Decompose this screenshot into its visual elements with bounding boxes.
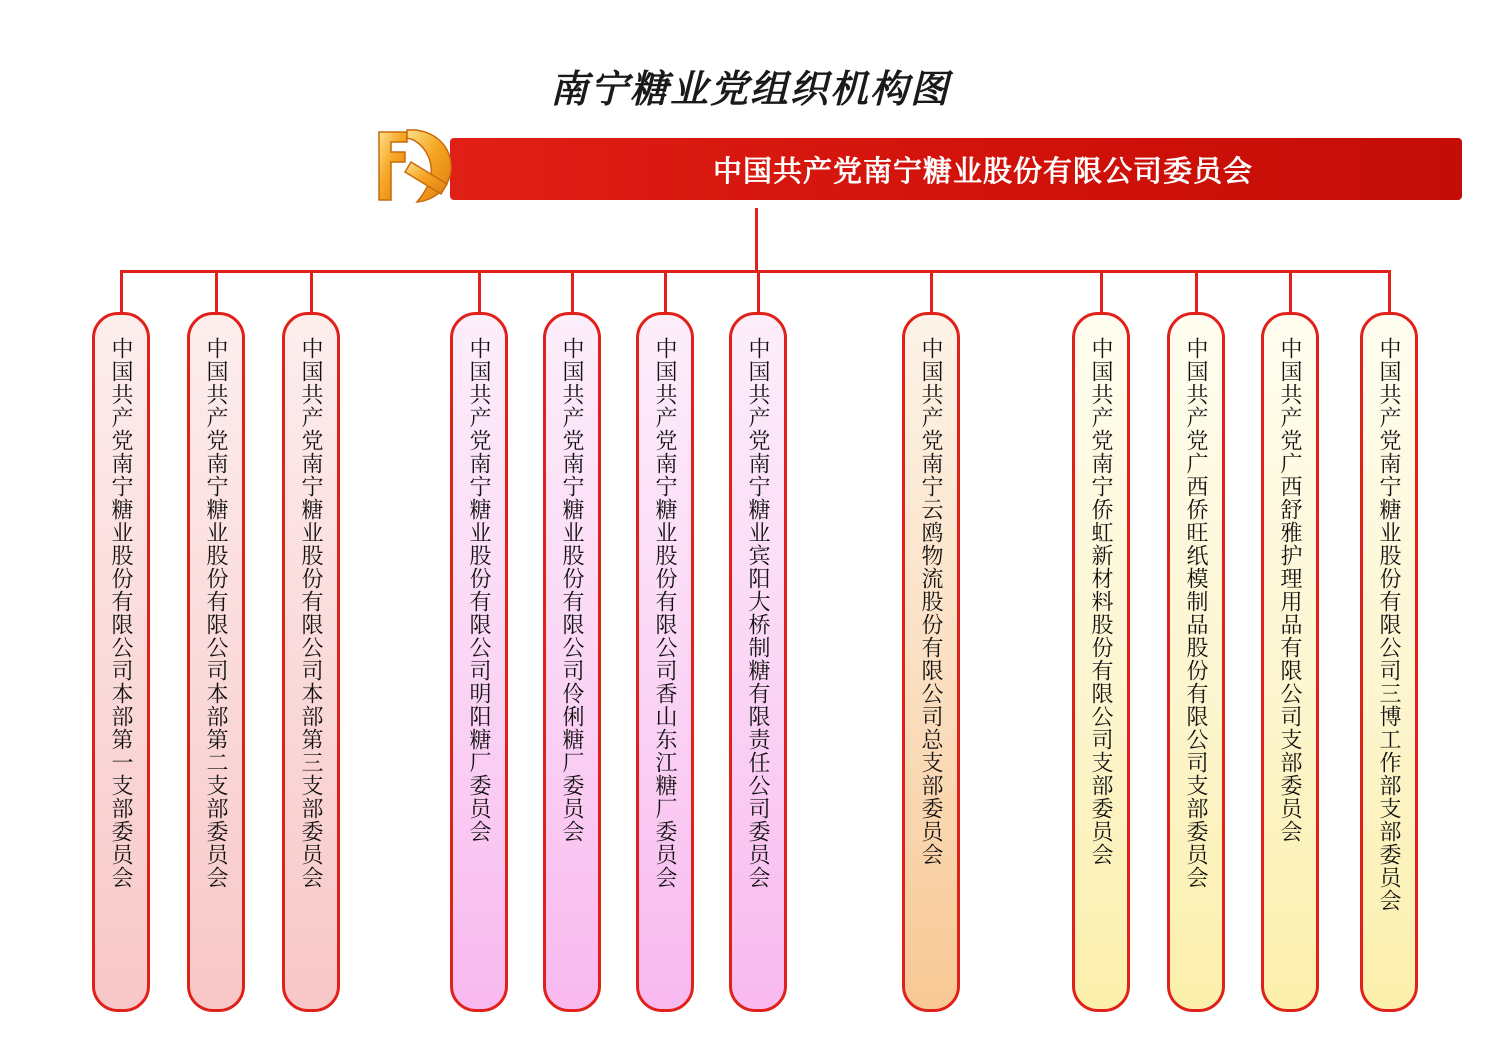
root-node-label: 中国共产党南宁糖业股份有限公司委员会 bbox=[712, 155, 1253, 188]
connector-drop-12 bbox=[1388, 270, 1391, 312]
org-node[interactable] bbox=[1261, 312, 1319, 1012]
connector-drop-10 bbox=[1195, 270, 1198, 312]
org-node[interactable] bbox=[92, 312, 150, 1012]
org-node-label: 中国共产党南宁糖业股份有限公司伶俐糖厂委员会 bbox=[559, 337, 585, 843]
org-node[interactable] bbox=[282, 312, 340, 1012]
connector-root-stem bbox=[755, 208, 758, 272]
connector-drop-3 bbox=[310, 270, 313, 312]
org-node-label: 中国共产党南宁糖业股份有限公司本部第二支部委员会 bbox=[203, 337, 229, 889]
org-node-label: 中国共产党南宁侨虹新材料股份有限公司支部委员会 bbox=[1088, 337, 1114, 866]
connector-drop-1 bbox=[120, 270, 123, 312]
org-node[interactable] bbox=[1167, 312, 1225, 1012]
connector-drop-8 bbox=[930, 270, 933, 312]
org-node[interactable] bbox=[902, 312, 960, 1012]
org-node-label: 中国共产党广西舒雅护理用品有限公司支部委员会 bbox=[1277, 337, 1303, 843]
page-title: 南宁糖业党组织机构图 bbox=[549, 66, 950, 111]
org-node[interactable] bbox=[1360, 312, 1418, 1012]
org-node-label: 中国共产党南宁糖业股份有限公司三博工作部支部委员会 bbox=[1376, 337, 1402, 912]
org-node-label: 中国共产党南宁糖业股份有限公司本部第三支部委员会 bbox=[298, 337, 324, 889]
root-node[interactable] bbox=[450, 138, 1462, 200]
org-node[interactable] bbox=[450, 312, 508, 1012]
connector-drop-6 bbox=[664, 270, 667, 312]
org-node-label: 中国共产党广西侨旺纸模制品股份有限公司支部委员会 bbox=[1183, 337, 1209, 889]
org-node[interactable] bbox=[543, 312, 601, 1012]
org-node-label: 中国共产党南宁糖业股份有限公司明阳糖厂委员会 bbox=[466, 337, 492, 843]
connector-drop-7 bbox=[757, 270, 760, 312]
org-node-label: 中国共产党南宁云鸥物流股份有限公司总支部委员会 bbox=[918, 337, 944, 866]
org-node[interactable] bbox=[1072, 312, 1130, 1012]
connector-drop-11 bbox=[1289, 270, 1292, 312]
connector-drop-9 bbox=[1100, 270, 1103, 312]
root-node-wrapper bbox=[350, 130, 1253, 208]
connector-drop-5 bbox=[571, 270, 574, 312]
connector-drop-4 bbox=[478, 270, 481, 312]
org-node-label: 中国共产党南宁糖业股份有限公司香山东江糖厂委员会 bbox=[652, 337, 678, 889]
connector-drop-2 bbox=[215, 270, 218, 312]
org-node-label: 中国共产党南宁糖业股份有限公司本部第一支部委员会 bbox=[108, 337, 134, 889]
party-emblem-icon bbox=[355, 116, 465, 212]
org-node[interactable] bbox=[636, 312, 694, 1012]
org-node[interactable] bbox=[187, 312, 245, 1012]
org-node-label: 中国共产党南宁糖业宾阳大桥制糖有限责任公司委员会 bbox=[745, 337, 771, 889]
org-node[interactable] bbox=[729, 312, 787, 1012]
